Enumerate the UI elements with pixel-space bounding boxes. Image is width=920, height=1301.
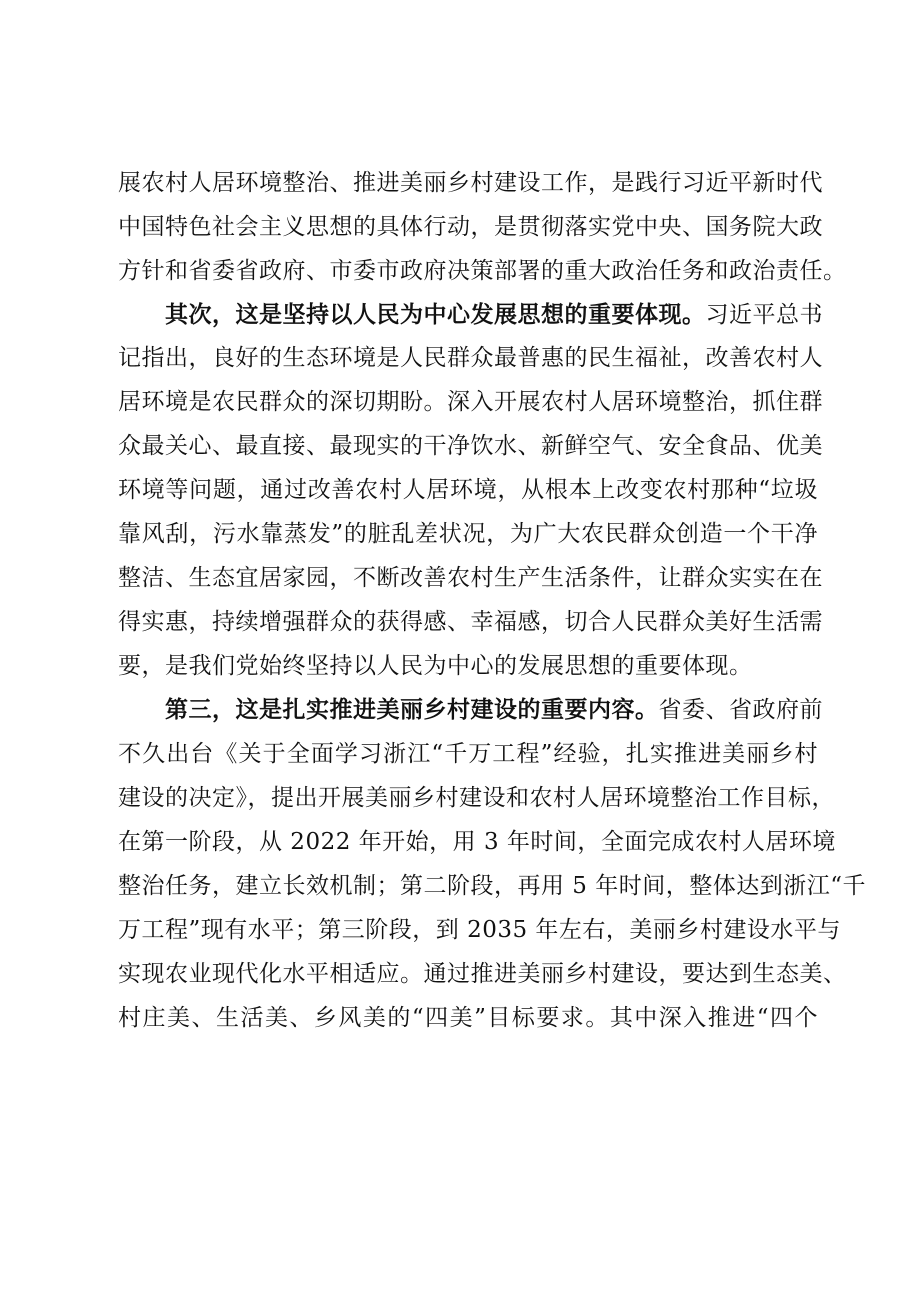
paragraph-heading: 第三，这是扎实推进美丽乡村建设的重要内容。	[165, 696, 659, 723]
paragraph-line: 众最关心、最直接、最现实的干净饮水、新鲜空气、安全食品、优美	[118, 433, 823, 459]
paragraph-line: 靠风刮，污水靠蒸发”的脏乱差状况，为广大农民群众创造一个干净	[118, 521, 818, 547]
paragraph-line: 在第一阶段，从 2022 年开始，用 3 年时间，全面完成农村人居环境	[118, 829, 836, 855]
paragraph-text: 省委、省政府前	[658, 697, 823, 723]
paragraph-line: 建设的决定》，提出开展美丽乡村建设和农村人居环境整治工作目标，	[118, 785, 835, 811]
paragraph-line: 方针和省委省政府、市委市政府决策部署的重大政治任务和政治责任。	[118, 258, 847, 284]
paragraph-line: 居环境是农民群众的深切期盼。深入开展农村人居环境整治，抓住群	[118, 389, 823, 415]
paragraph-line: 要，是我们党始终坚持以人民为中心的发展思想的重要体现。	[118, 653, 753, 679]
paragraph-line: 中国特色社会主义思想的具体行动，是贯彻落实党中央、国务院大政	[118, 214, 823, 240]
paragraph-line: 实现农业现代化水平相适应。通过推进美丽乡村建设，要达到生态美、	[118, 961, 847, 987]
paragraph-line: 村庄美、生活美、乡风美的“四美”目标要求。其中深入推进“四个	[118, 1005, 818, 1031]
paragraph-line: 记指出，良好的生态环境是人民群众最普惠的民生福祉，改善农村人	[118, 345, 823, 371]
paragraph-line: 得实惠，持续增强群众的获得感、幸福感，切合人民群众美好生活需	[118, 609, 823, 635]
paragraph-first-line	[165, 300, 823, 330]
paragraph-line: 不久出台《关于全面学习浙江“千万工程”经验，扎实推进美丽乡村	[118, 741, 818, 767]
paragraph-text: 习近平总书	[705, 302, 823, 328]
paragraph-line: 展农村人居环境整治、推进美丽乡村建设工作，是践行习近平新时代	[118, 170, 823, 196]
paragraph-heading: 其次，这是坚持以人民为中心发展思想的重要体现。	[165, 301, 706, 328]
paragraph-line: 万工程”现有水平；第三阶段，到 2035 年左右，美丽乡村建设水平与	[118, 917, 841, 943]
paragraph-line: 整治任务，建立长效机制；第二阶段，再用 5 年时间，整体达到浙江“千	[118, 873, 867, 899]
paragraph-first-line	[165, 695, 823, 725]
paragraph-line: 整洁、生态宜居家园，不断改善农村生产生活条件，让群众实实在在	[118, 565, 823, 591]
paragraph-line: 环境等问题，通过改善农村人居环境，从根本上改变农村那种“垃圾	[118, 477, 818, 503]
